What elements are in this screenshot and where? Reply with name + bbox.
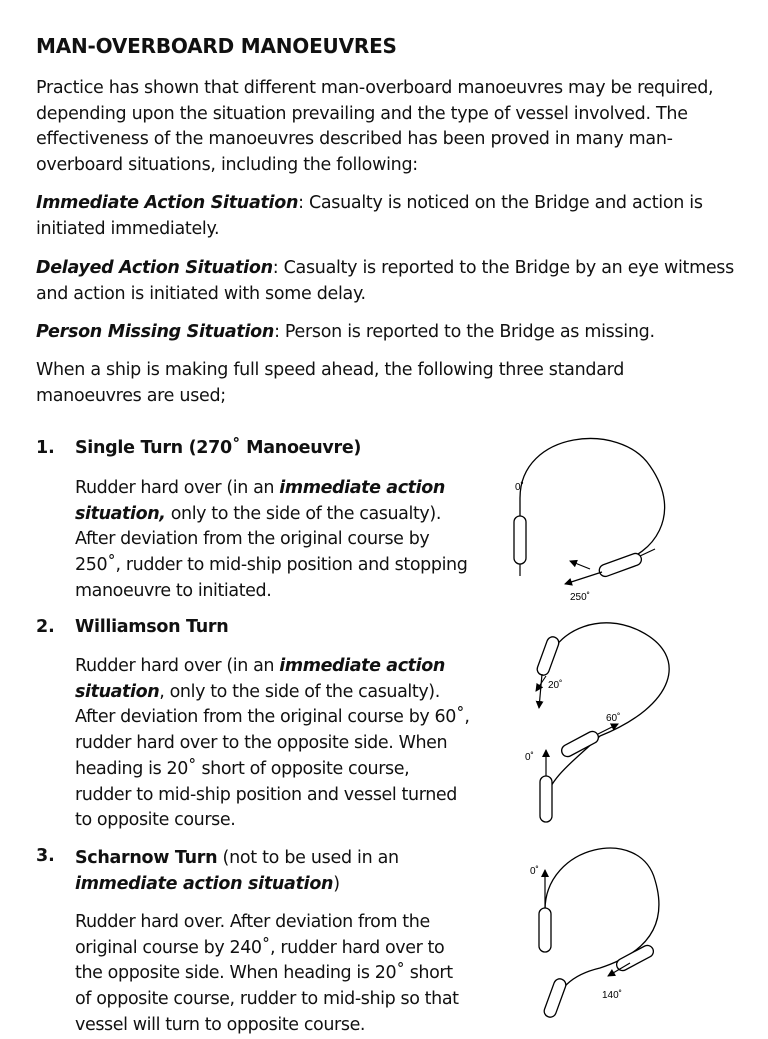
description-text: only to the side of the casualty). After deviation from the original course by 250˚, rudder to mid-ship position and stopping manoeuvre to initiated. bbox=[75, 503, 468, 601]
page-title: MAN-OVERBOARD MANOEUVRES bbox=[36, 34, 397, 58]
description-emphasis: immediate action situation bbox=[75, 656, 445, 702]
title-close: ) bbox=[333, 873, 340, 894]
situation-text: : Person is reported to the Bridge as missing. bbox=[274, 322, 655, 342]
intro-paragraph: Practice has shown that different man-overboard manoeuvres may be required, depending upon the situation prevailing and the type of vessel involved. The effectiveness of the manoeuvres described has been proved in many man-overboard situations, including the following: bbox=[36, 78, 714, 175]
item-number: 1. bbox=[36, 438, 55, 458]
diagram-label-top: 20˚ bbox=[548, 680, 563, 691]
title-suffix: (not to be used in an bbox=[217, 848, 399, 868]
turn-track-line bbox=[520, 439, 665, 561]
diagram-label-end: 250˚ bbox=[570, 592, 591, 603]
lead-in-paragraph: When a ship is making full speed ahead, the following three standard manoeuvres are used; bbox=[36, 360, 625, 406]
ship-end-shape bbox=[598, 552, 643, 578]
williamson-turn-diagram bbox=[490, 616, 680, 828]
manoeuvre-title bbox=[75, 846, 455, 897]
description-text: Rudder hard over (in an bbox=[75, 656, 280, 676]
heading-arrow bbox=[565, 572, 602, 584]
situation-text: : Casualty is noticed on the Bridge and action is initiated immediately. bbox=[36, 193, 703, 239]
diagram-label-start: 0˚ bbox=[515, 482, 524, 493]
title-text: Scharnow Turn bbox=[75, 848, 218, 868]
situation-delayed bbox=[36, 256, 736, 307]
manoeuvre-description: Rudder hard over. After deviation from the original course by 240˚, rudder hard over to the opposite side. When heading is 20˚ short of opposite course, rudder to mid-ship so that vessel will turn to opposite course. bbox=[75, 912, 459, 1035]
situation-term: Immediate Action Situation bbox=[36, 193, 299, 213]
situation-immediate bbox=[36, 191, 736, 242]
title-suffix-emphasis: immediate action situation bbox=[75, 873, 334, 894]
description-text: , only to the side of the casualty). After deviation from the original course by 60˚, rudder hard over to the opposite side. When heading is 20˚ short of opposite course, rudder to mid-ship position and vessel turned to opposite course. bbox=[75, 681, 470, 831]
ship-start-shape bbox=[540, 776, 552, 822]
diagram-label-mid: 60˚ bbox=[606, 713, 621, 724]
description-text: Rudder hard over (in an bbox=[75, 478, 280, 498]
manoeuvre-title: Williamson Turn bbox=[75, 617, 229, 637]
situation-term: Person Missing Situation bbox=[36, 322, 275, 342]
single-turn-diagram bbox=[490, 436, 680, 611]
item-number: 3. bbox=[36, 846, 55, 866]
ship-return-shape bbox=[536, 635, 561, 677]
manoeuvre-description bbox=[75, 654, 470, 834]
diagram-label-end: 140˚ bbox=[602, 990, 623, 1001]
ship-start-shape bbox=[539, 908, 551, 952]
description-emphasis: immediate action situation, bbox=[75, 478, 445, 524]
diagram-label-start: 0˚ bbox=[525, 752, 534, 763]
ship-start-shape bbox=[514, 516, 526, 564]
scharnow-turn-diagram bbox=[490, 840, 680, 1024]
turn-track-line bbox=[545, 623, 669, 801]
situation-term: Delayed Action Situation bbox=[36, 258, 273, 278]
situation-missing bbox=[36, 320, 736, 346]
item-number: 2. bbox=[36, 617, 55, 637]
situation-text: : Casualty is reported to the Bridge by an eye witmess and action is initiated with some delay. bbox=[36, 258, 734, 304]
diagram-label-start: 0˚ bbox=[530, 866, 539, 877]
ship-return-shape bbox=[543, 977, 568, 1019]
manoeuvre-description bbox=[75, 476, 470, 605]
manoeuvre-title: Single Turn (270˚ Manoeuvre) bbox=[75, 438, 362, 458]
